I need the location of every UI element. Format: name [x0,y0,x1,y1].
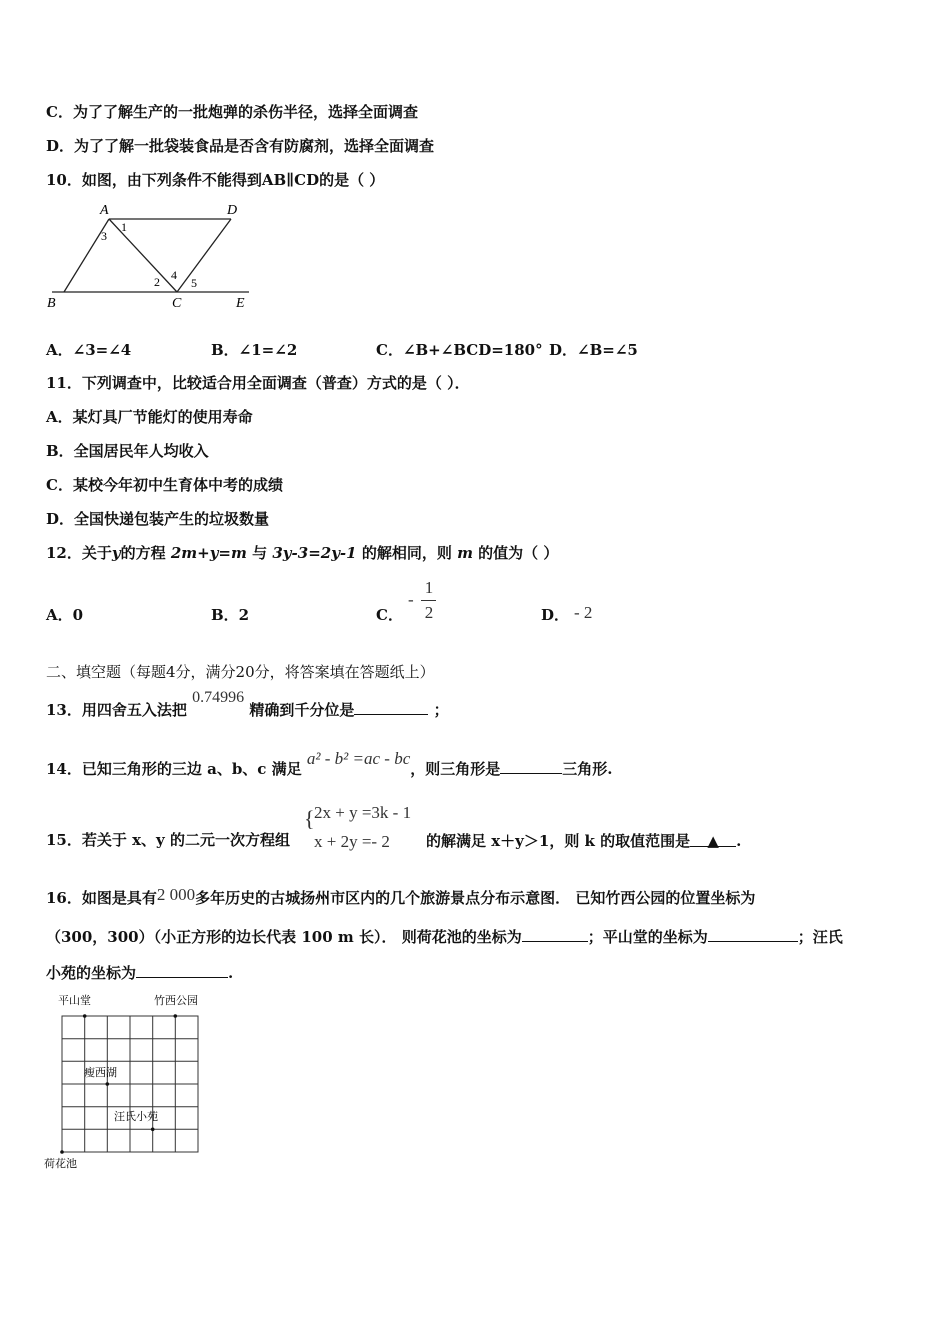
q11-option-d: D．全国快递包装产生的垃圾数量 [46,510,270,528]
q15-answer-blank[interactable] [690,832,736,850]
point-shouxihu [106,1082,110,1086]
q16-line3 [46,963,233,983]
q12-stem-mid2: 与 [252,544,268,562]
q16-line3-end: . [228,964,234,982]
q13-answer-blank[interactable] [354,700,428,715]
q11-option-a: A．某灯具厂节能灯的使用寿命 [46,408,253,426]
q16-blank-hehuachi[interactable] [522,927,588,942]
q12-c-den: 2 [424,603,434,622]
q10-stem: 10．如图，由下列条件不能得到AB∥CD的是（ ） [46,171,385,189]
map-label-wangshi: 汪氏小苑 [114,1110,158,1123]
q16-line3-text: 小苑的坐标为 [46,964,137,982]
q16-line2 [46,927,843,947]
q16-blank-wangshi[interactable] [136,963,228,978]
q12-d-val: - 2 [574,603,593,622]
q14-answer-blank[interactable] [500,759,562,774]
q15-eq1: 2x + y =3k - 1 [314,803,412,822]
q9-option-c: C．为了了解生产的一批炮弹的杀伤半径，选择全面调查 [46,103,418,121]
label-A: A [100,203,109,218]
q12-var-y: y [111,544,121,562]
angle-5: 5 [191,276,197,290]
triangle-icon: ▲ [707,832,719,850]
q10-option-c: C．∠B+∠BCD=180° [376,341,543,359]
map-label-shouxihu: 瘦西湖 [84,1066,117,1079]
q16-line1-post: 多年历史的古城扬州市区内的几个旅游景点分布示意图． 已知竹西公园的位置坐标为 [195,889,756,907]
q15-post: 的解满足 x＋y＞1，则 k 的取值范围是 [426,832,691,850]
q15-end: . [736,832,742,850]
map-label-hehuachi: 荷花池 [44,1157,77,1170]
q13-end: ； [433,701,449,719]
q12-option-a: A．0 [46,606,84,624]
q12-eq1: 2m+y=m [170,544,247,562]
q14-math: a² - b² =ac - bc [306,749,411,768]
q16-line1 [46,885,756,908]
point-hehuachi [60,1150,64,1154]
angle-1: 1 [121,220,127,234]
angle-2: 2 [154,275,160,289]
label-B: B [47,296,56,311]
map-label-pingshantang: 平山堂 [58,994,91,1007]
q14-pre: 14．已知三角形的三边 a、b、c 满足 [46,760,302,778]
q14-post: 三角形. [562,760,613,778]
q16-map [40,990,220,1180]
q10-figure [44,198,259,314]
label-C: C [172,296,182,311]
q12-c-fraction-bar [421,600,436,601]
section2-title: 二、填空题（每题4分，满分20分，将答案填在答题纸上） [46,663,435,681]
q13-line [46,689,449,721]
q12-stem-mid3: 的解相同，则 [361,544,452,562]
q16-line2-b: ；平山堂的坐标为 [587,928,708,946]
point-pingshantang [83,1014,87,1018]
q14-line [46,749,613,779]
q16-line2-a: （300，300）（小正方形的边长代表 100 m 长）． 则荷花池的坐标为 [46,928,522,946]
q16-blank-pingshantang[interactable] [708,927,798,942]
q12-option-b: B．2 [211,606,250,624]
q11-option-b: B．全国居民年人均收入 [46,442,209,460]
q12-stem-post: 的值为（ ） [478,544,559,562]
q15-eq2: x + 2y =- 2 [314,832,390,851]
q16-years: 2 000 [156,885,196,904]
angle-4: 4 [171,268,177,282]
q12-option-c-label: C． [376,606,403,624]
q10-option-b: B．∠1=∠2 [211,341,298,359]
q14-mid: ，则三角形是 [410,760,501,778]
angle-3: 3 [101,229,107,243]
q12-c-num: 1 [424,578,434,597]
map-label-zhuxi: 竹西公园 [154,994,198,1007]
q16-line1-pre: 16．如图是具有 [46,889,157,907]
q13-post: 精确到千分位是 [249,701,355,719]
q13-number: 0.74996 [192,689,245,706]
q12-eq2: 3y-3=2y-1 [272,544,357,562]
label-D: D [227,203,238,218]
q15-brace: { [304,806,315,831]
point-wangshi [151,1128,155,1132]
q13-pre: 13．用四舍五入法把 [46,701,187,719]
q15-post-line [426,830,741,851]
q10-option-a: A．∠3=∠4 [46,341,132,359]
q11-option-c: C．某校今年初中生育体中考的成绩 [46,476,283,494]
q12-var-m: m [457,544,473,562]
q15-pre: 15．若关于 x、y 的二元一次方程组 [46,831,290,849]
q12-stem [46,543,558,563]
q16-line2-c: ；汪氏 [797,928,843,946]
label-E: E [236,296,245,311]
q12-option-d-label: D． [541,606,570,624]
q11-stem: 11．下列调查中，比较适合用全面调查（普查）方式的是（ ）． [46,374,470,392]
q12-stem-mid1: 的方程 [120,544,166,562]
q10-option-d: D．∠B=∠5 [549,341,638,359]
point-zhuxi [174,1014,178,1018]
q9-option-d: D．为了了解一批袋装食品是否含有防腐剂，选择全面调查 [46,137,435,155]
q12-stem-pre: 12．关于 [46,544,112,562]
map-grid [62,1016,198,1152]
q12-c-sign: - [408,590,414,609]
